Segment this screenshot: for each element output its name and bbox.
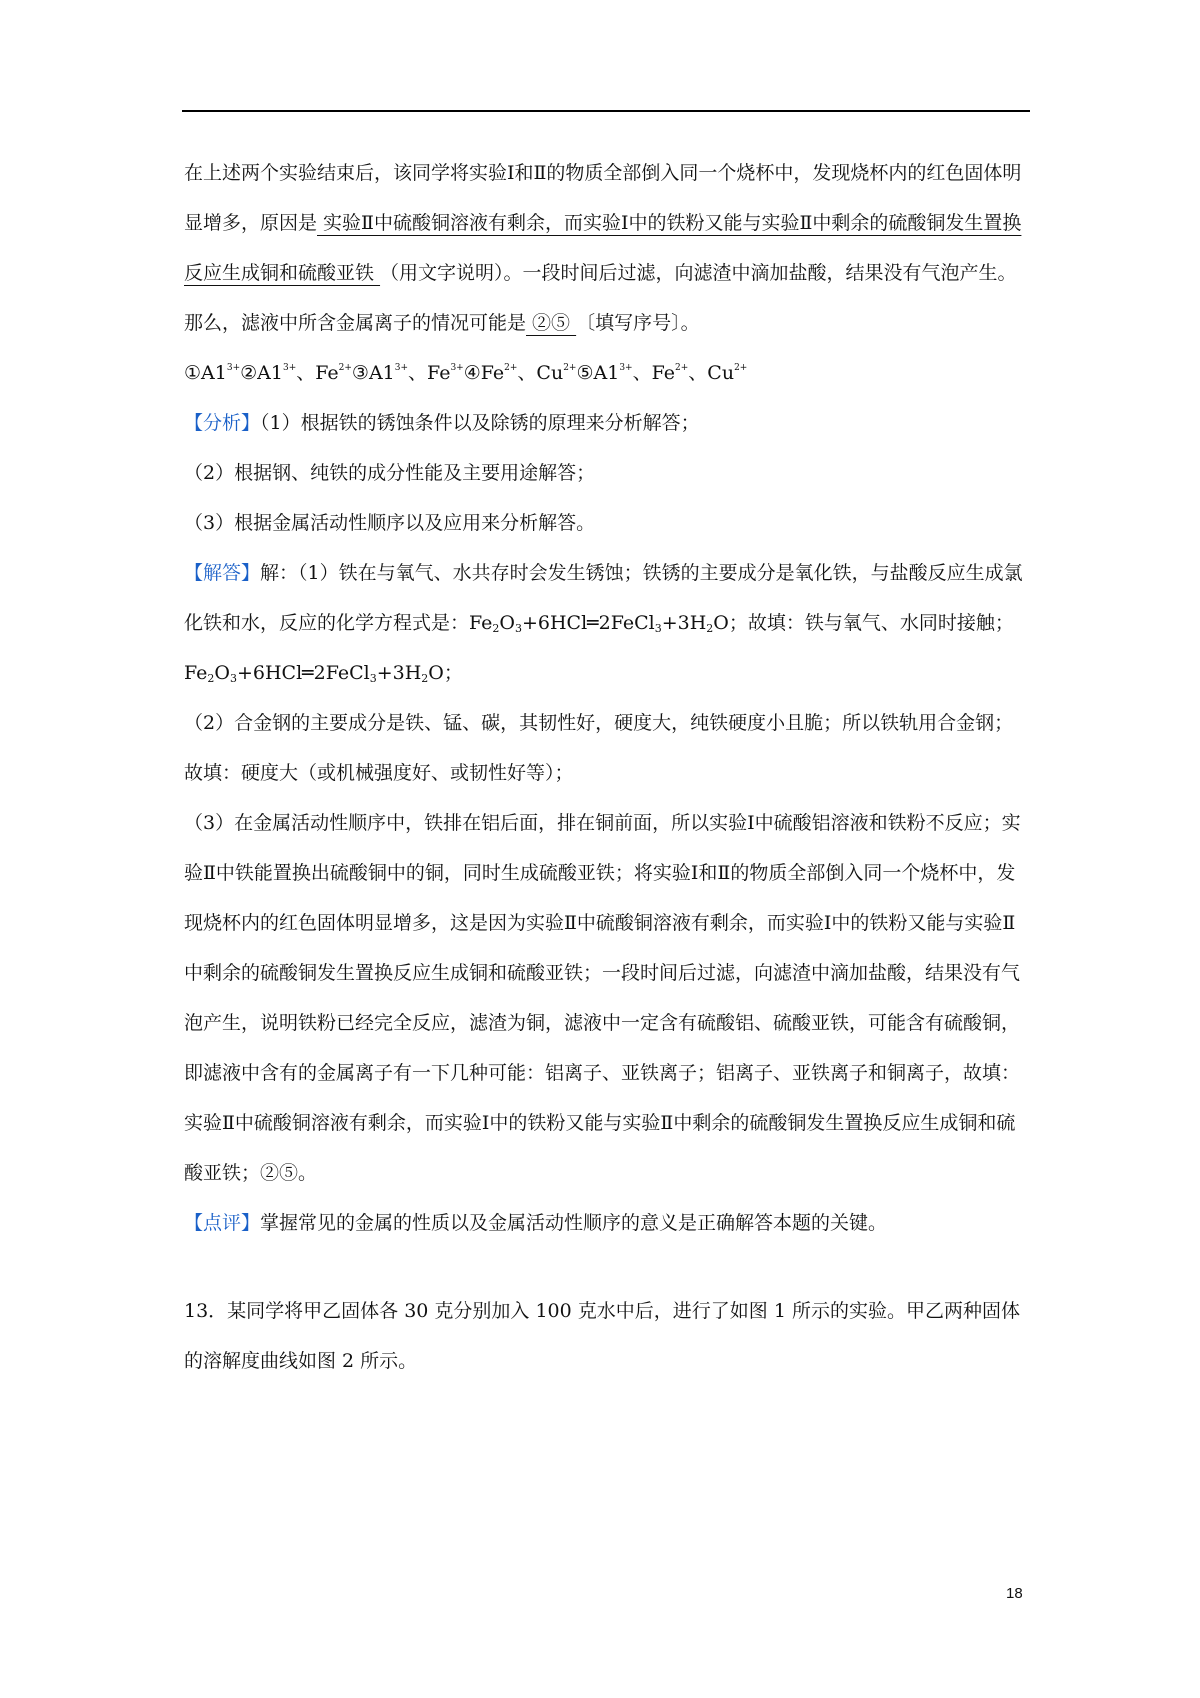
option-3: $③A1^{3+}$、$Fe^{3+}$ <box>351 362 464 384</box>
comment-paragraph: 【点评】掌握常见的金属的性质以及金属活动性顺序的意义是正确解答本题的关键。 <box>184 1212 888 1234</box>
page-number: 18 <box>1006 1585 1023 1602</box>
analysis-line-1: 【分析】（1）根据铁的锈蚀条件以及除锈的原理来分析解答； <box>184 412 700 434</box>
answer-paragraph-1: 【解答】解：（1）铁在与氧气、水共存时会发生锈蚀；铁锈的主要成分是氧化铁，与盐酸反应生成氯化铁和水，反应的化学方程式是：$Fe_2O_3+6HCl═2FeCl_3+3H_2O$；故填：铁与氧气、水同时接触；$Fe_2O_3+6HCl═2FeCl_3+3H_2O$； <box>184 562 1023 685</box>
chemical-equation-2: $Fe_2O_3+6HCl═2FeCl_3+3H_2O$ <box>184 662 444 685</box>
ion-options <box>184 348 1030 398</box>
option-1: $①A1^{3+}$ <box>184 362 241 384</box>
intro-text-3: 〔填写序号〕。 <box>576 312 700 334</box>
answer-blank-reason: 实验Ⅱ中硫酸铜溶液有剩余，而实验Ⅰ中的铁粉又能与实验Ⅱ中剩余的硫酸铜发生置换反应生成铜和硫酸亚铁 <box>184 212 1022 284</box>
option-2: $②A1^{3+}$、$Fe^{2+}$ <box>240 362 352 384</box>
intro-text-2: （用文字说明）。一段时间后过滤，向滤渣中滴加盐酸，结果没有气泡产生。那么，滤液中所含金属离子的情况可能是 <box>184 262 1017 334</box>
comment-tag: 【点评】 <box>184 1212 261 1234</box>
answer-blank-ions: ②⑤ <box>526 312 577 334</box>
answer-paragraph-3: （3）在金属活动性顺序中，铁排在铝后面，排在铜前面，所以实验Ⅰ中硫酸铝溶液和铁粉不反应；实验Ⅱ中铁能置换出硫酸铜中的铜，同时生成硫酸亚铁；将实验Ⅰ和Ⅱ的物质全部倒入同一个烧杯中，发现烧杯内的红色固体明显增多，这是因为实验Ⅱ中硫酸铜溶液有剩余，而实验Ⅰ中的铁粉又能与实验Ⅱ中剩余的硫酸铜发生置换反应生成铜和硫酸亚铁；一段时间后过滤，向滤渣中滴加盐酸，结果没有气泡产生，说明铁粉已经完全反应，滤渣为铜，滤液中一定含有硫酸铝、硫酸亚铁，可能含有硫酸铜，即滤液中含有的金属离子有一下几种可能：铝离子、亚铁离子；铝离子、亚铁离子和铜离子，故填：实验Ⅱ中硫酸铜溶液有剩余，而实验Ⅰ中的铁粉又能与实验Ⅱ中剩余的硫酸铜发生置换反应生成铜和硫酸亚铁；②⑤。 <box>184 812 1021 1184</box>
analysis-line-2: （2）根据钢、纯铁的成分性能及主要用途解答； <box>184 462 596 484</box>
analysis-tag: 【分析】 <box>184 412 261 434</box>
header-rule <box>182 110 1030 112</box>
option-4: $④Fe^{2+}$、$Cu^{2+}$ <box>463 362 577 384</box>
option-5: $⑤A1^{3+}$、$Fe^{2+}$、$Cu^{2+}$ <box>576 362 748 384</box>
question-13: 13．某同学将甲乙固体各 30 克分别加入 100 克水中后，进行了如图 1 所示的实验。甲乙两种固体的溶解度曲线如图 2 所示。 <box>184 1300 1020 1372</box>
page-content <box>184 148 1030 1386</box>
intro-text-1: 在上述两个实验结束后，该同学将实验Ⅰ和Ⅱ的物质全部倒入同一个烧杯中，发现烧杯内的红色固体明显增多，原因是 <box>184 162 1022 234</box>
chemical-equation-1: $Fe_2O_3+6HCl═2FeCl_3+3H_2O$ <box>469 612 729 635</box>
section-gap <box>184 1248 1030 1286</box>
answer-tag: 【解答】 <box>184 562 261 584</box>
intro-paragraph <box>184 148 1030 348</box>
answer-paragraph-2: （2）合金钢的主要成分是铁、锰、碳，其韧性好，硬度大，纯铁硬度小且脆；所以铁轨用合金钢；故填：硬度大（或机械强度好、或韧性好等）； <box>184 712 1014 784</box>
analysis-line-3: （3）根据金属活动性顺序以及应用来分析解答。 <box>184 512 596 534</box>
